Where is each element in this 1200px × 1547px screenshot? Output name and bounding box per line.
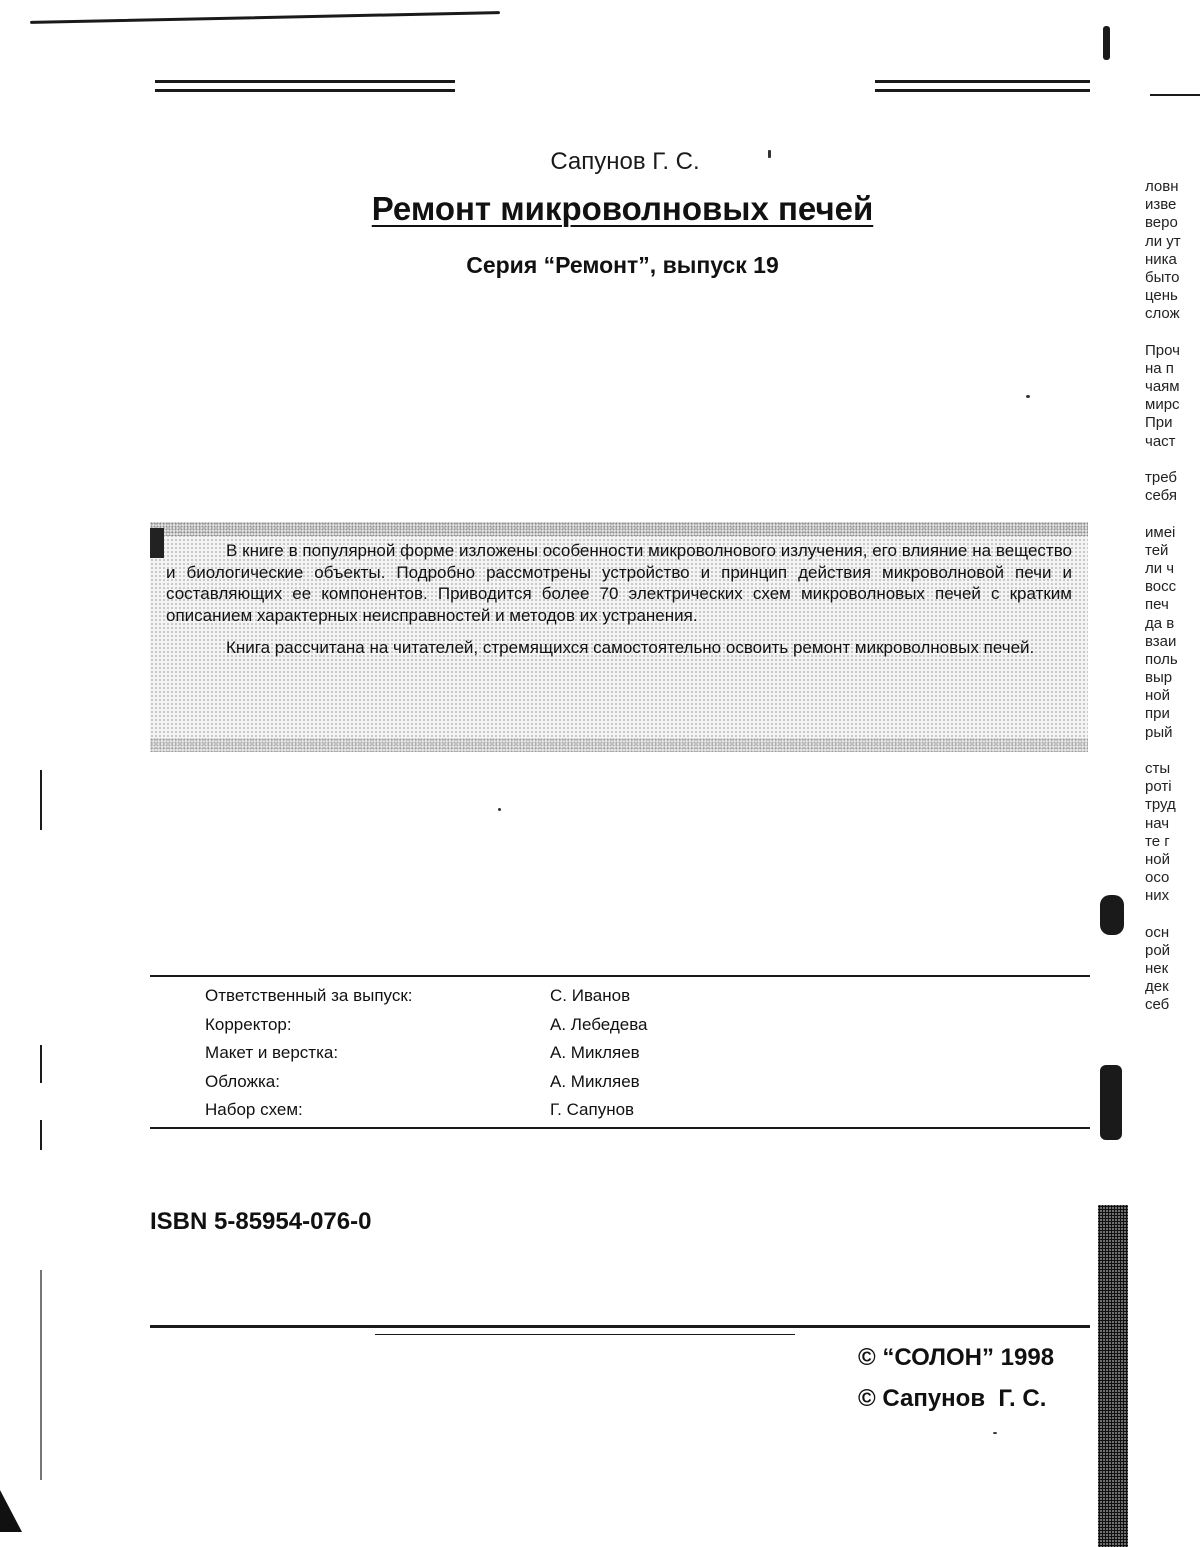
adjacent-page-line [1145, 742, 1200, 760]
adjacent-page-line: нач [1145, 814, 1170, 832]
isbn: ISBN 5-85954-076-0 [150, 1208, 372, 1235]
credit-row [205, 982, 648, 1011]
adjacent-page-line: рый [1145, 723, 1173, 741]
adjacent-page-line: при [1145, 705, 1170, 723]
adjacent-page-line: да в [1145, 614, 1175, 632]
adjacent-page-line: те г [1145, 832, 1170, 850]
abstract-top-band [150, 522, 1088, 536]
adjacent-page-line: ной [1145, 687, 1171, 705]
adjacent-page-line: роті [1145, 778, 1172, 796]
adjacent-page-line: При [1145, 414, 1173, 432]
adjacent-page-line: мирс [1145, 396, 1180, 414]
adjacent-page-line: веро [1145, 214, 1178, 232]
credit-person: А. Микляев [550, 1071, 640, 1091]
binding-shadow-edge [1098, 1205, 1128, 1547]
left-margin-mark [40, 1045, 42, 1083]
left-margin-mark [40, 1120, 42, 1150]
credit-person: А. Микляев [550, 1043, 640, 1062]
abstract-corner-mark [150, 528, 164, 558]
credit-role: Корректор: [205, 1014, 292, 1034]
top-left-double-rule-a [155, 80, 455, 83]
adjacent-page-line: печ [1145, 596, 1169, 614]
bottom-rule-thin [375, 1334, 795, 1335]
abstract-paragraph-1: В книге в популярной форме изложены особенности микроволнового излучения, его влияние на вещество и биологические объекты. Подробно рассмотрены устройство и принцип действия микроволновой печи и составляющих ее компонентов. Приводится более 70 электрических схем микроволновых печей с кратким описанием характерных неисправностей и методов их устранения. [166, 541, 1072, 625]
adjacent-page-line: себя [1145, 487, 1178, 505]
adjacent-page-line: восс [1145, 578, 1177, 596]
top-right-double-rule-a [875, 80, 1090, 83]
book-abstract [166, 540, 1072, 670]
adjacent-page-line: поль [1145, 650, 1178, 668]
credit-row [205, 1039, 648, 1068]
adjacent-page-line: ли ут [1145, 232, 1181, 250]
adjacent-page-line: осо [1145, 869, 1170, 887]
adjacent-page-line [1145, 451, 1200, 469]
scan-speck [498, 808, 501, 811]
adjacent-page-line: чаям [1145, 378, 1180, 396]
credits-top-rule [150, 975, 1090, 977]
adjacent-page-line: дек [1145, 978, 1169, 996]
series-subtitle: Серия “Ремонт”, выпуск 19 [466, 252, 779, 278]
credit-role: Ответственный за выпуск: [205, 986, 413, 1005]
credit-row [205, 1096, 648, 1125]
adjacent-page-line [1145, 505, 1200, 523]
adjacent-page-line: осн [1145, 923, 1170, 941]
abstract-paragraph-2: Книга рассчитана на читателей, стремящихся самостоятельно освоить ремонт микроволновых печей. [226, 638, 1035, 657]
binding-speck [1103, 26, 1110, 60]
adjacent-page-line: рой [1145, 941, 1171, 959]
adjacent-page-line: тей [1145, 541, 1169, 559]
adjacent-page-line: на п [1145, 359, 1174, 377]
adjacent-page-line: ной [1145, 850, 1171, 868]
adjacent-page-line [1145, 324, 1200, 342]
adjacent-page-line: треб [1145, 469, 1177, 486]
credit-role: Макет и верстка: [205, 1043, 339, 1062]
credit-role: Обложка: [205, 1071, 280, 1091]
adjacent-page-line: нек [1145, 960, 1169, 978]
left-margin-mark [40, 770, 42, 830]
adjacent-page-line: сты [1145, 760, 1171, 777]
bottom-rule-thick [150, 1325, 1090, 1328]
adjacent-page-line: ловн [1145, 178, 1179, 195]
abstract-bottom-band [150, 738, 1088, 752]
copyright-publisher: © “СОЛОН” 1998 [858, 1344, 1055, 1371]
adjacent-page-line: себ [1145, 996, 1170, 1014]
adjacent-page-line: изве [1145, 196, 1177, 214]
corner-mark [0, 1490, 22, 1532]
adjacent-page-line: част [1145, 432, 1176, 450]
author-name: Сапунов Г. С. [550, 148, 700, 175]
credit-row [205, 1068, 648, 1097]
binding-speck [1100, 895, 1124, 935]
credits-bottom-rule [150, 1127, 1090, 1129]
binding-speck [1100, 1065, 1122, 1140]
adjacent-page-line: имеі [1145, 523, 1176, 541]
credit-role: Набор схем: [205, 1100, 303, 1119]
adjacent-page-line: слож [1145, 305, 1180, 323]
adjacent-page-line [1145, 906, 1200, 924]
scan-speck [993, 1432, 997, 1434]
scan-speck [1026, 395, 1030, 398]
credit-person: С. Иванов [550, 986, 631, 1005]
adjacent-page-line: труд [1145, 796, 1176, 814]
adjacent-page-text [1145, 178, 1200, 1015]
credit-person: А. Лебедева [550, 1014, 648, 1034]
top-left-scan-curve [30, 11, 500, 24]
adjacent-page-line: взаи [1145, 632, 1177, 650]
credit-person: Г. Сапунов [550, 1100, 635, 1119]
copyright-author: © Сапунов Г. С. [858, 1385, 1047, 1412]
adjacent-page-line: Проч [1145, 341, 1180, 359]
top-left-double-rule-b [155, 89, 455, 92]
credits-list [205, 982, 648, 1125]
adjacent-page-line: цень [1145, 287, 1178, 305]
adjacent-page-line: ника [1145, 250, 1177, 268]
book-title: Ремонт микроволновых печей [371, 190, 874, 227]
adjacent-page-line: ли ч [1145, 559, 1175, 577]
top-right-double-rule-b [875, 89, 1090, 92]
adjacent-page-line: быто [1145, 268, 1180, 286]
adjacent-page-line: них [1145, 887, 1170, 905]
adjacent-page-rule [1150, 94, 1200, 96]
left-margin-mark [40, 1270, 42, 1480]
adjacent-page-line: выр [1145, 669, 1173, 687]
credit-row [205, 1011, 648, 1040]
